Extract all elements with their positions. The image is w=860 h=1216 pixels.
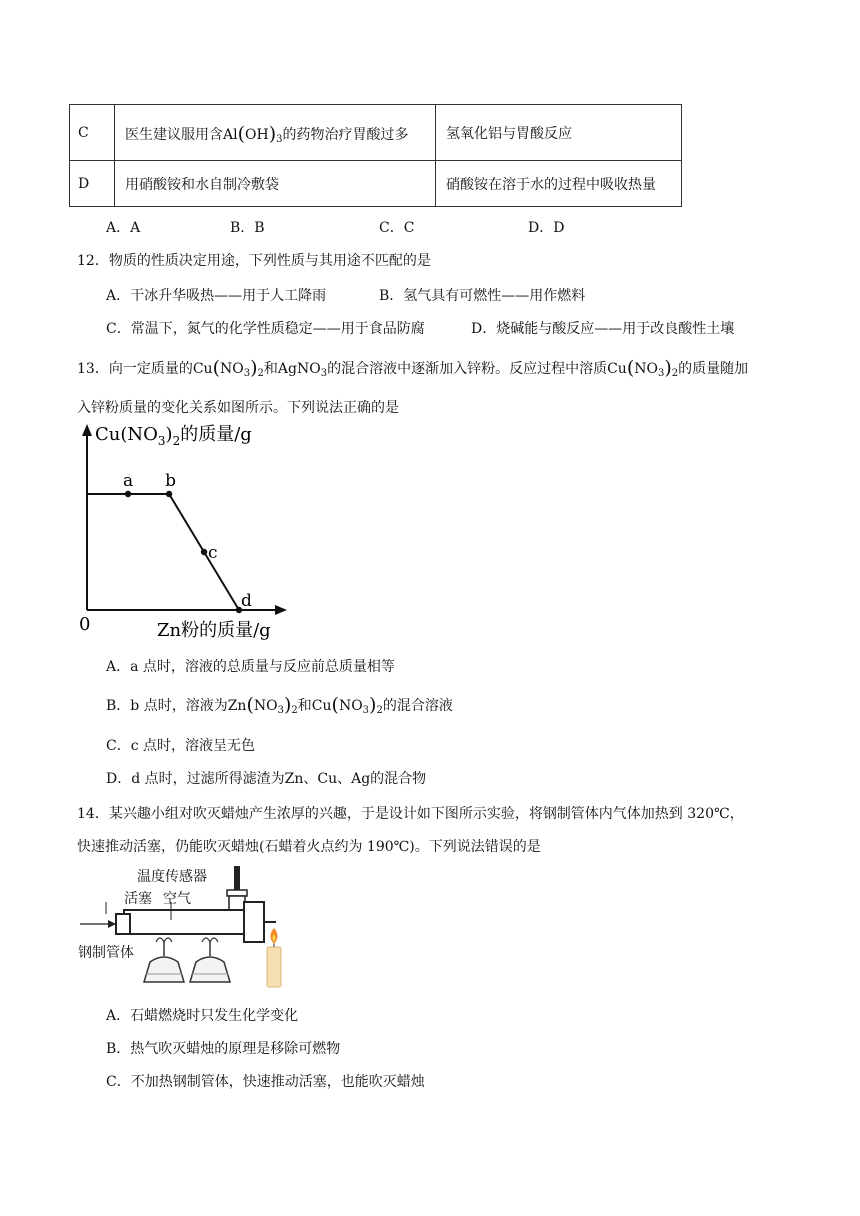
- table-cell-reason: 硝酸铵在溶于水的过程中吸收热量: [436, 161, 682, 207]
- arrow-head-icon: [108, 920, 116, 928]
- sensor-probe: [234, 866, 240, 892]
- q13-option-c[interactable]: C．c 点时，溶液呈无色: [106, 738, 256, 754]
- q12-option-c[interactable]: C．常温下，氮气的化学性质稳定——用于食品防腐: [106, 321, 425, 337]
- option-d[interactable]: D．D: [528, 220, 565, 236]
- table-cell-key: D: [70, 161, 115, 207]
- option-c[interactable]: C．C: [379, 220, 415, 236]
- q12-option-b[interactable]: B．氢气具有可燃性——用作燃料: [379, 288, 586, 304]
- label-air: 空气: [163, 891, 191, 907]
- label-sensor: 温度传感器: [137, 869, 207, 885]
- sensor-head: [227, 890, 247, 896]
- q14-option-c[interactable]: C．不加热钢制管体，快速推动活塞，也能吹灭蜡烛: [106, 1074, 425, 1090]
- table-cell-practice: 用硝酸铵和水自制冷敷袋: [115, 161, 436, 207]
- candle: [267, 928, 281, 987]
- q13-option-b[interactable]: B．b 点时，溶液为$Zn(NO_3)_2$和$Cu(NO_3)_2$的混合溶液: [106, 694, 453, 716]
- data-point-c: [201, 549, 207, 555]
- q13-stem-line2: 入锌粉质量的变化关系如图所示。下列说法正确的是: [77, 400, 399, 416]
- x-axis-label: Zn粉的质量/g: [157, 620, 271, 641]
- q13-chart: [60, 420, 310, 645]
- origin-label: 0: [79, 614, 91, 635]
- data-point-a: [125, 491, 131, 497]
- alcohol-lamp-right: [190, 938, 230, 982]
- answer-table: [69, 104, 682, 207]
- point-label-b: b: [165, 471, 176, 491]
- q13-stem: 13．向一定质量的$Cu(NO_3)_2$和AgNO$_3$的混合溶液中逐渐加入锌粉。反应过程中溶质$Cu(NO_3)_2$的质量随加: [77, 357, 749, 379]
- q12-option-a[interactable]: A．干冰升华吸热——用于人工降雨: [106, 288, 327, 304]
- q13-option-a[interactable]: A．a 点时，溶液的总质量与反应前总质量相等: [106, 659, 395, 675]
- q14-option-a[interactable]: A．石蜡燃烧时只发生化学变化: [106, 1008, 299, 1024]
- q13-option-d[interactable]: D．d 点时，过滤所得滤渣为Zn、Cu、Ag的混合物: [106, 771, 427, 787]
- y-axis-label: $Cu(NO_3)_2$的质量/g: [95, 424, 252, 448]
- table-row: [70, 105, 682, 161]
- q14-stem-line1: 14．某兴趣小组对吹灭蜡烛产生浓厚的兴趣，于是设计如下图所示实验，将钢制管体内气体加热到 320℃，: [77, 806, 744, 822]
- table-cell-key: C: [70, 105, 115, 161]
- point-label-c: c: [208, 543, 218, 563]
- point-label-a: a: [123, 471, 134, 491]
- chart-layer: [79, 424, 287, 641]
- label-tube: 钢制管体: [78, 945, 134, 961]
- point-label-d: d: [241, 591, 252, 611]
- table-cell-reason: 氢氧化铝与胃酸反应: [436, 105, 682, 161]
- table-row: [70, 161, 682, 207]
- alcohol-lamp-left: [144, 938, 184, 982]
- steel-tube: [124, 910, 256, 934]
- label-piston: 活塞: [124, 891, 152, 907]
- q14-stem-line2: 快速推动活塞，仍能吹灭蜡烛(石蜡着火点约为 190℃)。下列说法错误的是: [77, 839, 541, 855]
- piston: [116, 914, 130, 934]
- table-cell-practice: 医生建议服用含$Al(OH)_3$的药物治疗胃酸过多: [115, 105, 436, 161]
- tube-end-cap: [244, 902, 264, 942]
- x-axis-arrow-icon: [275, 605, 287, 615]
- y-axis-arrow-icon: [82, 424, 92, 436]
- option-a[interactable]: A．A: [106, 220, 141, 236]
- q12-stem: 12．物质的性质决定用途，下列性质与其用途不匹配的是: [77, 253, 431, 269]
- q12-option-d[interactable]: D．烧碱能与酸反应——用于改良酸性土壤: [471, 321, 735, 337]
- option-b[interactable]: B．B: [230, 220, 265, 236]
- q14-option-b[interactable]: B．热气吹灭蜡烛的原理是移除可燃物: [106, 1041, 341, 1057]
- data-point-b: [166, 491, 172, 497]
